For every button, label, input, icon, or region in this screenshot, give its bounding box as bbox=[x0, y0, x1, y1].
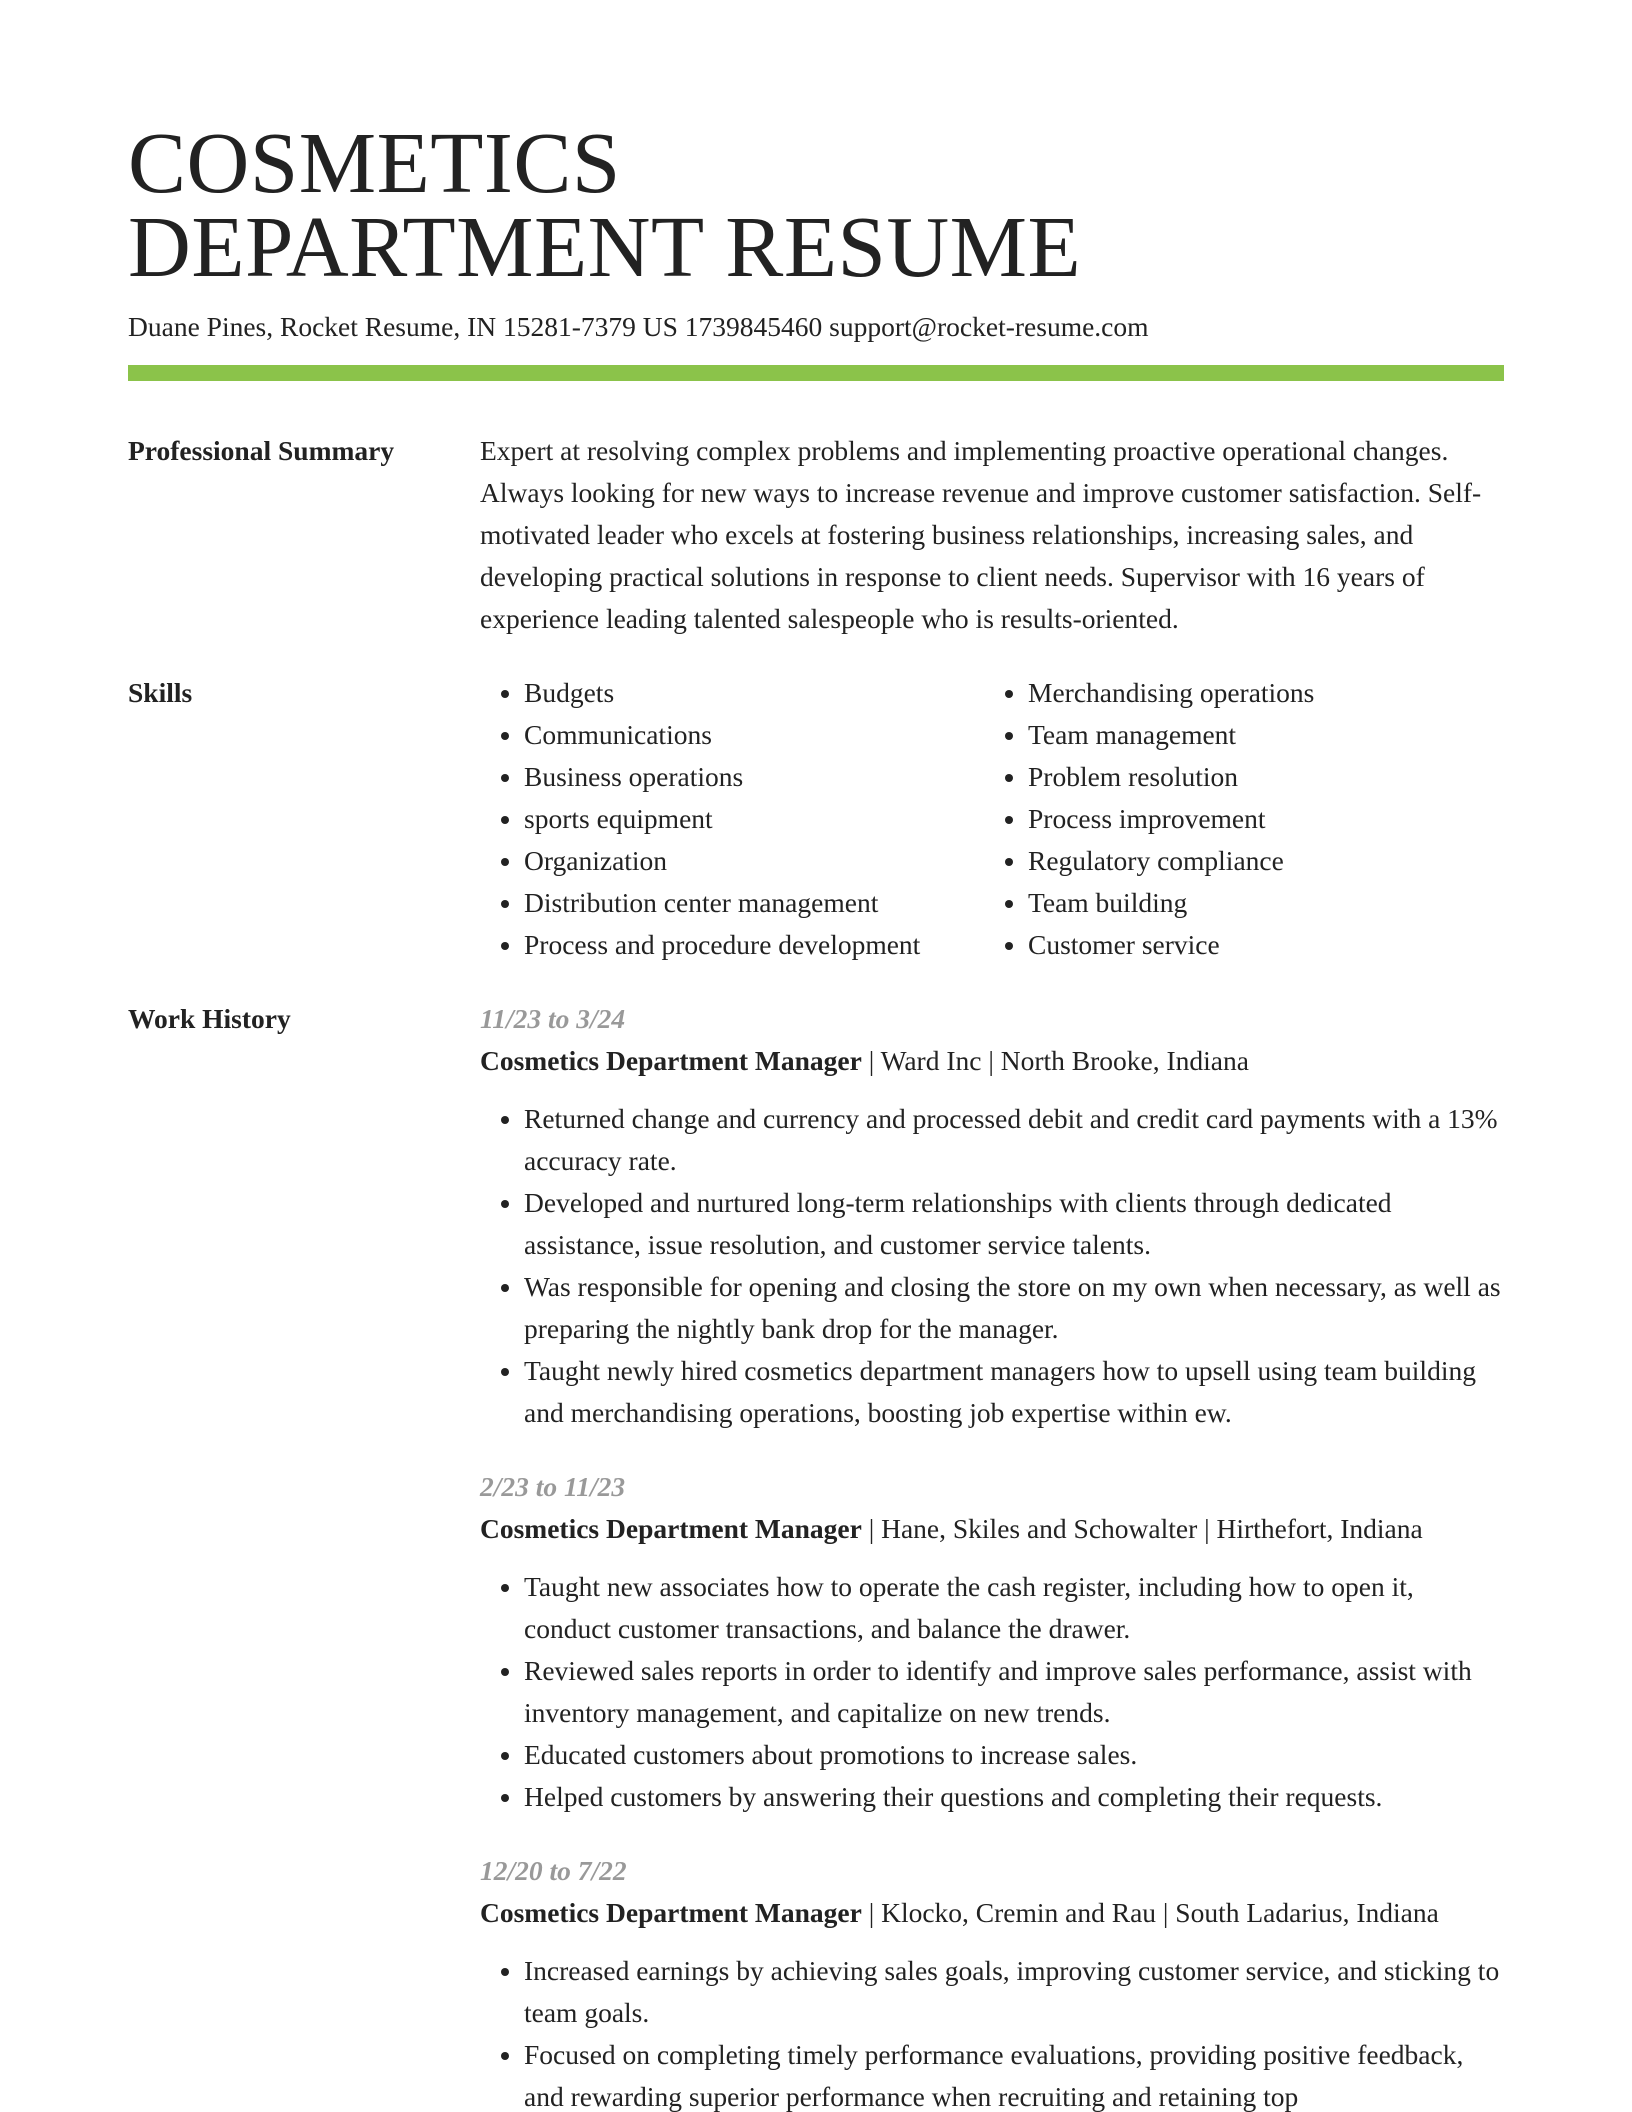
section-label-skills: Skills bbox=[128, 677, 193, 708]
skill-item: • Merchandising operations bbox=[1028, 672, 1504, 714]
job-title: Cosmetics Department Manager bbox=[480, 1513, 862, 1544]
job-employer-location: | Hane, Skiles and Schowalter | Hirthefort, Indiana bbox=[861, 1513, 1423, 1544]
skill-item: • Team management bbox=[1028, 714, 1504, 756]
resume-title-line-1: COSMETICS bbox=[128, 114, 621, 211]
job-dates: 11/23 to 3/24 bbox=[480, 1003, 626, 1034]
skill-item: • Customer service bbox=[1028, 924, 1504, 966]
job-bullet: • Helped customers by answering their questions and completing their requests. bbox=[524, 1776, 1504, 1818]
job-employer-location: | Klocko, Cremin and Rau | South Ladarius, Indiana bbox=[861, 1897, 1439, 1928]
job-title: Cosmetics Department Manager bbox=[480, 1045, 862, 1076]
job-heading bbox=[480, 1040, 1504, 1082]
work-history-entries bbox=[480, 998, 1504, 2112]
professional-summary-section bbox=[128, 430, 1504, 640]
job-heading bbox=[480, 1892, 1504, 1934]
job-bullet: • Reviewed sales reports in order to identify and improve sales performance, assist with inventory management, and capitalize on new trends. bbox=[524, 1650, 1504, 1734]
job-bullet-list bbox=[480, 1950, 1504, 2112]
job-dates: 12/20 to 7/22 bbox=[480, 1855, 627, 1886]
job-dates: 2/23 to 11/23 bbox=[480, 1471, 626, 1502]
job-employer-location: | Ward Inc | North Brooke, Indiana bbox=[861, 1045, 1249, 1076]
job-bullet: • Educated customers about promotions to increase sales. bbox=[524, 1734, 1504, 1776]
skills-list-left bbox=[480, 672, 984, 966]
accent-divider bbox=[128, 365, 1504, 381]
job-bullet: • Developed and nurtured long-term relationships with clients through dedicated assistance, issue resolution, and customer service talents. bbox=[524, 1182, 1504, 1266]
job-bullet: • Taught newly hired cosmetics department managers how to upsell using team building and merchandising operations, boosting job expertise within ew. bbox=[524, 1350, 1504, 1434]
job-title: Cosmetics Department Manager bbox=[480, 1897, 862, 1928]
job-bullet: • Was responsible for opening and closing the store on my own when necessary, as well as preparing the nightly bank drop for the manager. bbox=[524, 1266, 1504, 1350]
skill-item: • Problem resolution bbox=[1028, 756, 1504, 798]
skills-columns bbox=[480, 672, 1504, 966]
skill-item: • Communications bbox=[524, 714, 984, 756]
skills-list-right bbox=[984, 672, 1504, 966]
skill-item: • Distribution center management bbox=[524, 882, 984, 924]
job-bullet-list bbox=[480, 1098, 1504, 1434]
job-bullet: • Taught new associates how to operate the cash register, including how to open it, conduct customer transactions, and balance the drawer. bbox=[524, 1566, 1504, 1650]
section-label-work-history: Work History bbox=[128, 1003, 291, 1034]
contact-line: Duane Pines, Rocket Resume, IN 15281-7379 US 1739845460 support@rocket-resume.com bbox=[128, 311, 1149, 342]
job-bullet: • Increased earnings by achieving sales goals, improving customer service, and sticking to team goals. bbox=[524, 1950, 1504, 2034]
resume-title-line-2: DEPARTMENT RESUME bbox=[128, 198, 1082, 295]
job-bullet: • Returned change and currency and processed debit and credit card payments with a 13% accuracy rate. bbox=[524, 1098, 1504, 1182]
job-entry bbox=[480, 1850, 1504, 2112]
skill-item: • Team building bbox=[1028, 882, 1504, 924]
skill-item: • Process improvement bbox=[1028, 798, 1504, 840]
skill-item: • Business operations bbox=[524, 756, 984, 798]
job-bullet: • Focused on completing timely performance evaluations, providing positive feedback, and rewarding superior performance when recruiting and retaining top bbox=[524, 2034, 1504, 2112]
skill-item: • Regulatory compliance bbox=[1028, 840, 1504, 882]
job-bullet-list bbox=[480, 1566, 1504, 1818]
skills-section bbox=[128, 672, 1504, 966]
skill-item: • Organization bbox=[524, 840, 984, 882]
skill-item: • Process and procedure development bbox=[524, 924, 984, 966]
skill-item: • sports equipment bbox=[524, 798, 984, 840]
resume-title bbox=[128, 114, 1504, 295]
job-entry bbox=[480, 1466, 1504, 1818]
job-entry bbox=[480, 998, 1504, 1434]
summary-text: Expert at resolving complex problems and implementing proactive operational changes. Always looking for new ways to increase revenue and improve customer satisfaction. Self-motivated leader who excels at fostering business relationships, increasing sales, and developing practical solutions in response to client needs. Supervisor with 16 years of experience leading talented salespeople who is results-oriented. bbox=[480, 435, 1482, 634]
work-history-section bbox=[128, 998, 1504, 2112]
job-heading bbox=[480, 1508, 1504, 1550]
skill-item: • Budgets bbox=[524, 672, 984, 714]
section-label-summary: Professional Summary bbox=[128, 435, 395, 466]
